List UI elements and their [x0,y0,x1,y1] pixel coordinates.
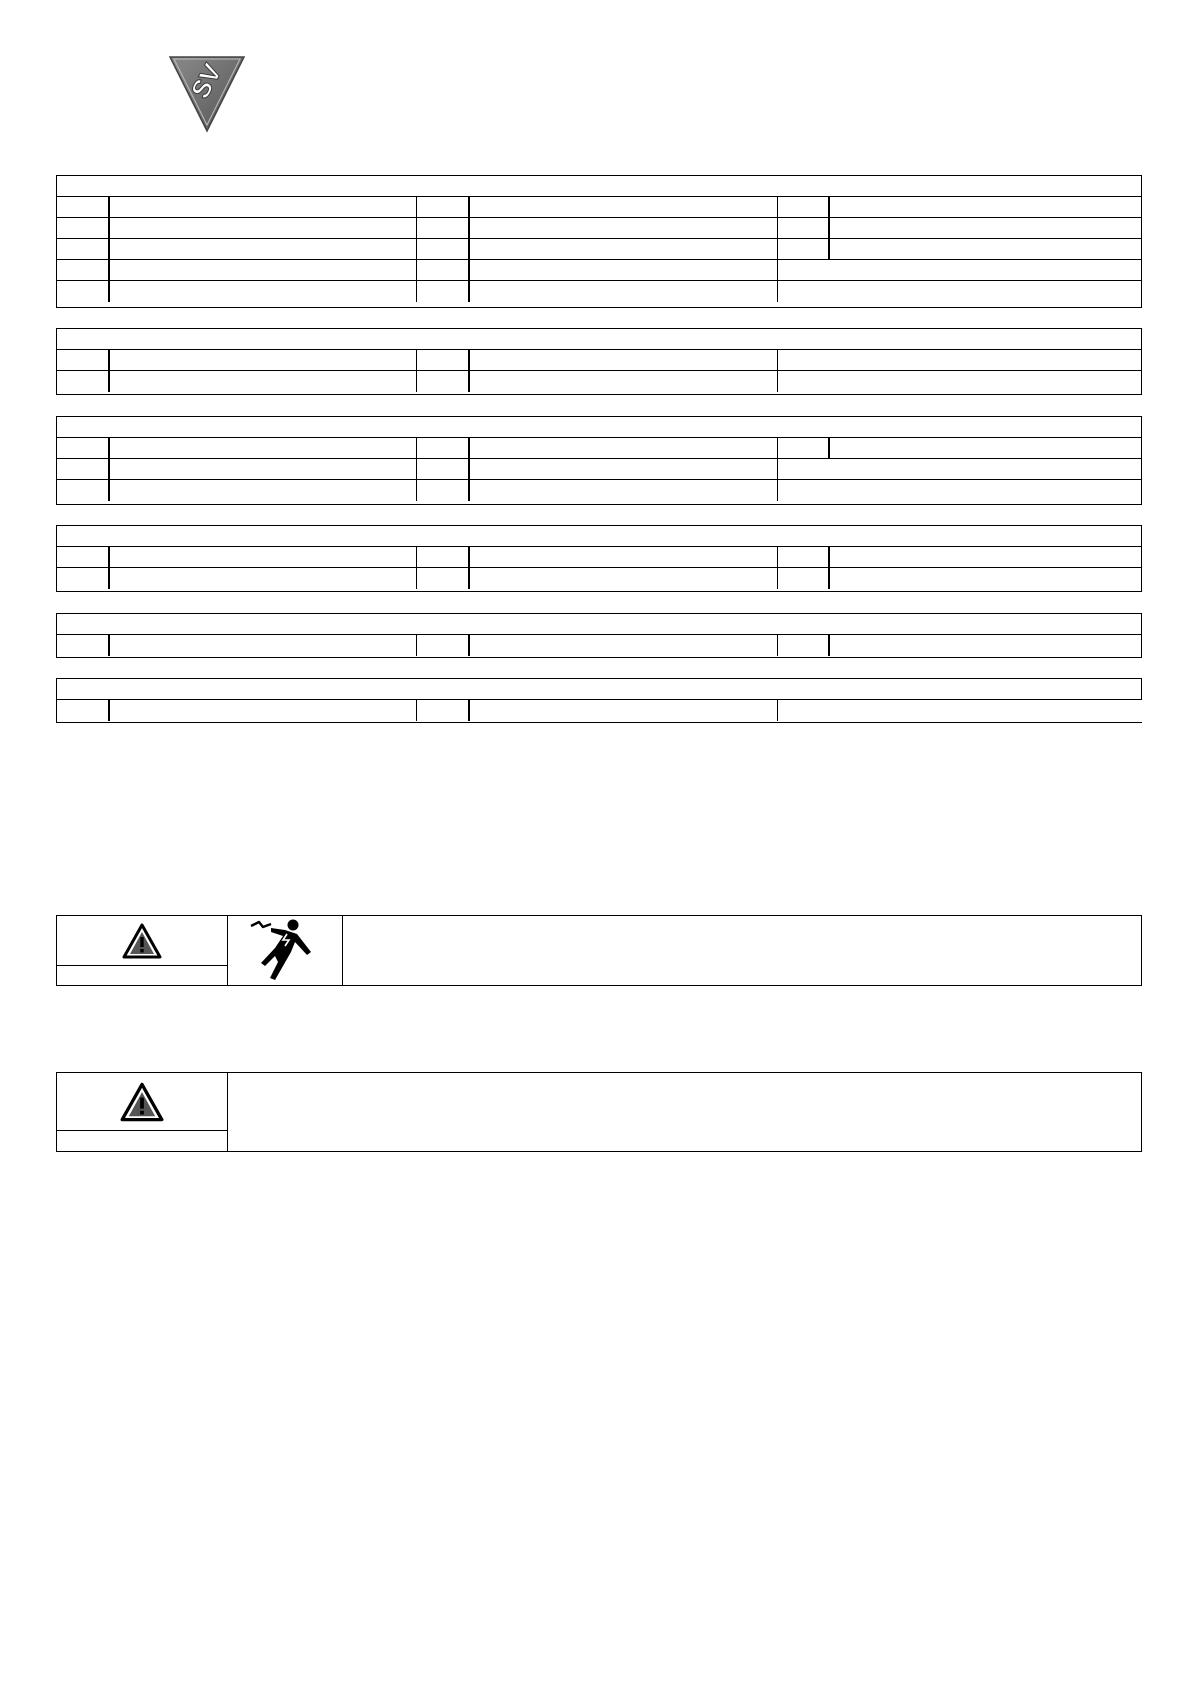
spec-row [57,371,1141,392]
warning-symbol-area [57,916,227,966]
spec-table-4 [56,525,1142,592]
warning-triangle-icon [122,923,162,959]
spec-row [57,350,1141,371]
spec-table-1 [56,175,1142,308]
warning-symbol-cell [57,1073,228,1151]
spec-table-title [57,526,1141,547]
spec-table-title [57,417,1141,438]
spec-table-title [57,679,1142,700]
spec-row [57,281,1141,302]
warning-text [228,1073,1141,1151]
warning-box-general [56,1072,1142,1152]
sv-logo [168,55,246,133]
logo-mark-text: SV [184,58,228,104]
spec-row [57,260,1141,281]
spec-row [57,239,1141,260]
spec-row [57,438,1141,459]
warning-text [343,916,1141,985]
spec-row [57,197,1141,218]
warning-symbol-area [57,1073,227,1131]
spec-row [57,480,1141,501]
pictogram-cell [228,916,343,985]
spec-row [57,568,1141,589]
warning-symbol-cell [57,916,228,985]
spec-row [57,635,1141,656]
spec-table-5 [56,613,1142,658]
warning-triangle-icon [120,1082,164,1122]
spec-table-title [57,329,1141,350]
spec-row [57,700,1142,721]
spec-table-6 [56,678,1142,723]
spec-table-2 [56,328,1142,395]
spec-table-title [57,176,1141,197]
warning-box-electric [56,915,1142,986]
spec-row [57,218,1141,239]
spec-table-3 [56,416,1142,505]
spec-row [57,547,1141,568]
sv-triangle-logo-icon [168,55,246,133]
spec-table-title [57,614,1141,635]
spec-row [57,459,1141,480]
electric-shock-icon [245,918,325,984]
